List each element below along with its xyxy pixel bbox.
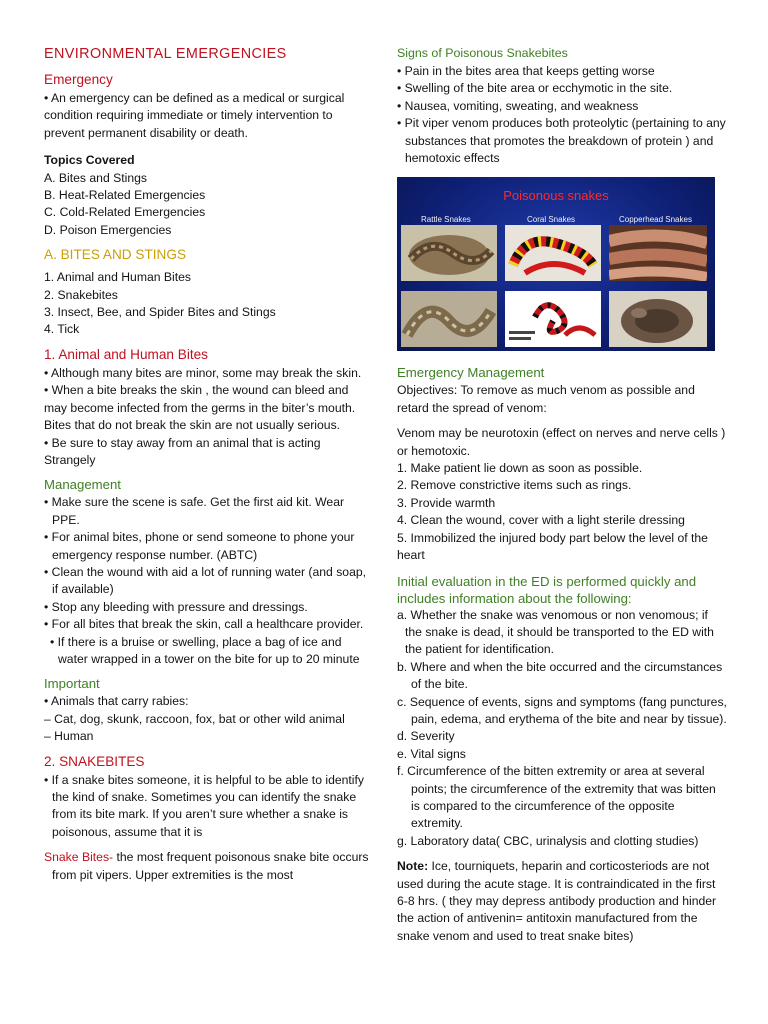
objectives-text: To remove as much venom as possible and retard the spread of venom: [397, 383, 695, 415]
important-line: – Cat, dog, skunk, raccoon, fox, bat or other wild animal [44, 711, 345, 726]
snakebites-heading: 2. SNAKEBITES [44, 753, 145, 769]
animal-bites-heading: 1. Animal and Human Bites [44, 346, 208, 362]
evaluation-item: a. Whether the snake was venomous or non venomous; if the snake is dead, it should be transported to the ED with the patient for identification. [397, 607, 714, 657]
signs-bullet: • Pit viper venom produces both proteolytic (pertaining to any substances that promotes the breakdown of protein ) and hemotoxic effects [397, 116, 726, 166]
important-line: • Animals that carry rabies: [44, 694, 189, 709]
management-step: 1. Make patient lie down as soon as possible. [397, 461, 643, 476]
management-step: 5. Immobilized the injured body part below the level of the heart [397, 530, 708, 563]
topic-item: C. Cold-Related Emergencies [44, 205, 206, 220]
caption-coral: Coral Snakes [527, 215, 576, 225]
bites-stings-heading: A. BITES AND STINGS [44, 247, 187, 263]
bites-list-item: 1. Animal and Human Bites [44, 270, 192, 285]
objectives-label: Objectives: [397, 383, 458, 398]
animal-bites-bullet: • Although many bites are minor, some may break the skin. [44, 365, 362, 380]
important-line: – Human [44, 729, 94, 744]
right-column [397, 44, 727, 945]
coral-snake-photo [505, 225, 601, 281]
signs-bullet: • Swelling of the bite area or ecchymotic in the site. [397, 81, 673, 96]
evaluation-item: g. Laboratory data( CBC, urinalysis and clotting studies) [397, 833, 699, 848]
animal-bites-bullet: • When a bite breaks the skin , the wound can bleed and may become infected from the germs in the biter’s mouth. Bites that do not break the skin are not usually serious. [44, 383, 356, 433]
emergency-heading: Emergency [44, 72, 113, 87]
copperhead-photo-2 [609, 291, 707, 347]
snake-bites-paragraph [44, 849, 370, 884]
signs-heading: Signs of Poisonous Snakebites [397, 46, 568, 60]
bites-list-item: 2. Snakebites [44, 287, 118, 302]
bites-list-item: 3. Insect, Bee, and Spider Bites and Stings [44, 305, 276, 320]
management-bullet: • Stop any bleeding with pressure and dressings. [44, 599, 308, 614]
rattlesnake-photo [401, 225, 497, 281]
important-heading: Important [44, 676, 100, 692]
management-bullet: • Clean the wound with aid a lot of running water (and soap, if available) [44, 564, 367, 597]
rattlesnake-photo-2 [401, 291, 497, 347]
snakebites-text: • If a snake bites someone, it is helpful to be able to identify the kind of snake. Sometimes you can identify the snake from its bite mark. If you aren’t sure whether a snake is poisonous, assume that it is [44, 772, 364, 839]
venom-text: Venom may be neurotoxin (effect on nerves and nerve cells ) or hemotoxic. [397, 426, 726, 458]
objectives-paragraph [397, 382, 727, 417]
topic-item: A. Bites and Stings [44, 170, 147, 185]
topics-heading: Topics Covered [44, 153, 135, 168]
topic-item: B. Heat-Related Emergencies [44, 188, 206, 203]
note-label: Note: [397, 859, 429, 874]
bites-list-item: 4. Tick [44, 322, 80, 337]
snake-bites-text: the most frequent poisonous snake bite occurs from pit vipers. Upper extremities is the most [52, 850, 369, 882]
management-step: 3. Provide warmth [397, 495, 496, 510]
evaluation-item: e. Vital signs [397, 746, 466, 761]
management-bullet: • For animal bites, phone or send someone to phone your emergency response number. (ABTC) [44, 530, 355, 562]
evaluation-heading: Initial evaluation in the ED is performed quickly and includes information about the following: [397, 573, 697, 606]
evaluation-item: f. Circumference of the bitten extremity or area at several points; the circumference of the extremity that was bitten is compared to the circumference of the opposite extremity. [397, 764, 716, 831]
signs-bullet: • Pain in the bites area that keeps getting worse [397, 64, 655, 78]
copperhead-photo [609, 225, 707, 281]
management-bullet: • Make sure the scene is safe. Get the first aid kit. Wear PPE. [44, 495, 345, 527]
emergency-definition: • An emergency can be defined as a medical or surgical condition requiring immediate or timely intervention to prevent permanent disability or death. [44, 91, 345, 140]
coral-snake-photo-2 [505, 291, 601, 347]
document-title: ENVIRONMENTAL EMERGENCIES [44, 46, 287, 62]
animal-bites-bullet: • Be sure to stay away from an animal that is acting Strangely [44, 435, 321, 467]
topic-item: D. Poison Emergencies [44, 222, 172, 237]
caption-copperhead: Copperhead Snakes [619, 215, 692, 225]
note-paragraph [397, 858, 727, 945]
left-column [44, 44, 370, 884]
caption-rattle: Rattle Snakes [421, 215, 471, 225]
evaluation-item: b. Where and when the bite occurred and the circumstances of the bite. [397, 659, 723, 692]
management-step: 4. Clean the wound, cover with a light sterile dressing [397, 513, 685, 528]
emergency-management-heading: Emergency Management [397, 365, 545, 381]
management-heading: Management [44, 477, 121, 493]
signs-bullet: • Nausea, vomiting, sweating, and weakness [397, 98, 639, 113]
poisonous-snakes-figure [397, 177, 715, 351]
evaluation-item: c. Sequence of events, signs and symptoms (fang punctures, pain, edema, and erythema of the bite and near by tissue). [397, 694, 727, 726]
note-text: Ice, tourniquets, heparin and corticosteriods are not used during the acute stage. It is contraindicated in the first 6-8 hrs. ( they may depress antibody production and hinder the action of antivenin= antitoxin manufactured from the snake venom and used to treat snake bites) [397, 859, 717, 943]
management-bullet: • If there is a bruise or swelling, place a bag of ice and water wrapped in a tower on the bite for up to 20 minute [50, 634, 360, 666]
evaluation-item: d. Severity [397, 729, 455, 744]
figure-title: Poisonous snakes [503, 188, 609, 204]
management-step: 2. Remove constrictive items such as rings. [397, 478, 632, 493]
management-bullet: • For all bites that break the skin, call a healthcare provider. [44, 617, 364, 632]
snake-bites-label: Snake Bites- [44, 850, 114, 865]
